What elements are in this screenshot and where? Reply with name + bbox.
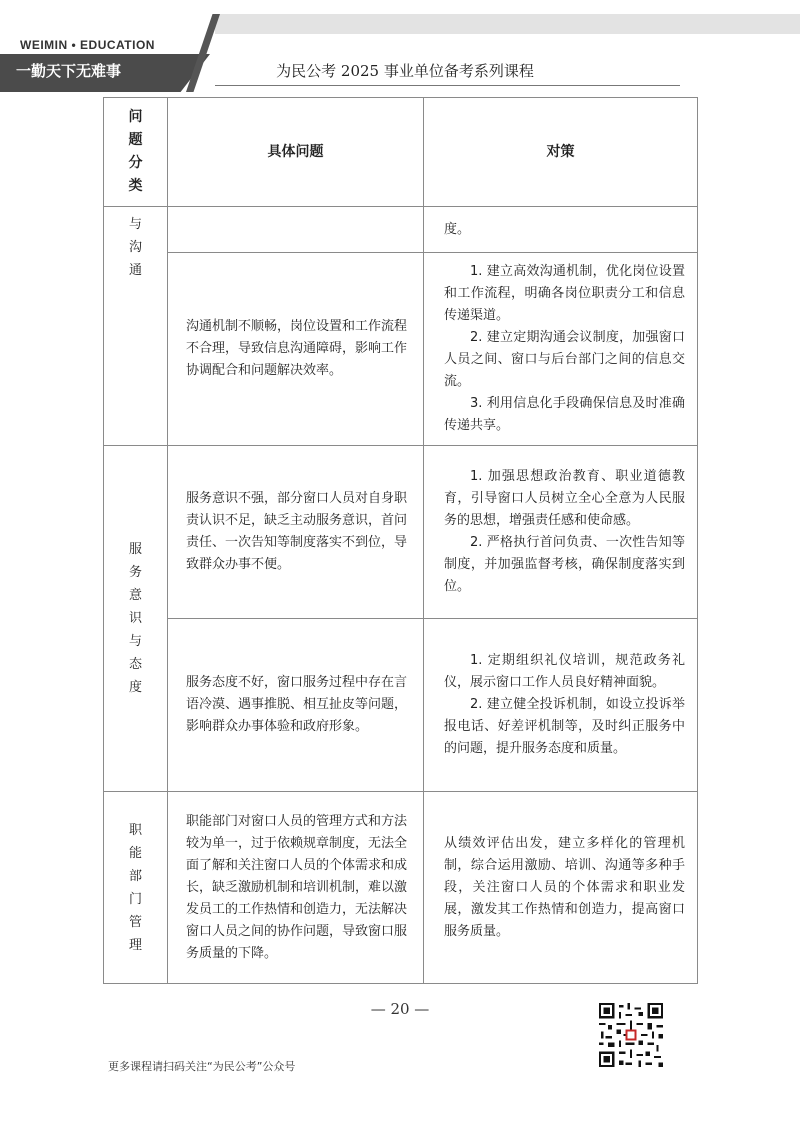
brand-slash-decoration <box>186 14 220 92</box>
measure-cell: 1. 定期组织礼仪培训，规范政务礼仪，展示窗口工作人员良好精神面貌。 2. 建立健全投诉机制，如设立投诉举报电话、好差评机制等，及时纠正服务中的问题，提升服务态度和质量。 <box>424 619 698 792</box>
qr-code[interactable] <box>599 1003 663 1067</box>
table-row <box>104 619 698 792</box>
measure-cell: 1. 建立高效沟通机制，优化岗位设置和工作流程，明确各岗位职责分工和信息传递渠道。 2. 建立定期沟通会议制度，加强窗口人员之间、窗口与后台部门之间的信息交流。 3. 利用信息化手段确保信息及时准确传递共享。 <box>424 253 698 446</box>
category-service-attitude: 服 务 意 识 与 态 度 <box>104 446 168 792</box>
category-functional-management: 职 能 部 门 管 理 <box>104 792 168 984</box>
problem-cell <box>168 207 424 253</box>
table-row <box>104 446 698 619</box>
measure-cell: 从绩效评估出发，建立多样化的管理机制，综合运用激励、培训、沟通等多种手段，关注窗口人员的个体需求和职业发展，激发其工作热情和创造力，提高窗口服务质量。 <box>424 792 698 984</box>
footer-note: 更多课程请扫码关注“为民公考”公众号 <box>108 1060 296 1073</box>
problem-cell: 服务态度不好，窗口服务过程中存在言语冷漠、遇事推脱、相互扯皮等问题，影响群众办事体验和政府形象。 <box>168 619 424 792</box>
table-row <box>104 207 698 253</box>
brand-english: WEIMIN • EDUCATION <box>20 38 155 52</box>
header-category: 问 题 分 类 <box>104 98 168 207</box>
table-header-row <box>104 98 698 207</box>
header-divider <box>215 85 680 86</box>
header-problem: 具体问题 <box>168 98 424 207</box>
measure-cell: 度。 <box>424 207 698 253</box>
header-measures: 对策 <box>424 98 698 207</box>
problem-measure-table <box>103 97 698 984</box>
page-title: 为民公考 2025 事业单位备考系列课程 <box>276 62 534 80</box>
problem-cell: 职能部门对窗口人员的管理方式和方法较为单一，过于依赖规章制度，无法全面了解和关注窗口人员的个体需求和成长，缺乏激励机制和培训机制，难以激发员工的工作热情和创造力，无法解决窗口人员之间的协作问题，导致窗口服务质量的下降。 <box>168 792 424 984</box>
header-strip <box>215 14 800 34</box>
table-row <box>104 253 698 446</box>
category-communication: 与 沟 通 <box>104 207 168 446</box>
problem-cell: 服务意识不强，部分窗口人员对自身职责认识不足，缺乏主动服务意识，首问责任、一次告知等制度落实不到位，导致群众办事不便。 <box>168 446 424 619</box>
page-number: — 20 — <box>370 1000 430 1018</box>
problem-cell: 沟通机制不顺畅，岗位设置和工作流程不合理，导致信息沟通障碍，影响工作协调配合和问题解决效率。 <box>168 253 424 446</box>
brand-slogan: 一勤天下无难事 <box>16 62 122 80</box>
table-row <box>104 792 698 984</box>
measure-cell: 1. 加强思想政治教育、职业道德教育，引导窗口人员树立全心全意为人民服务的思想，增强责任感和使命感。 2. 严格执行首问负责、一次性告知等制度，并加强监督考核，确保制度落实到位。 <box>424 446 698 619</box>
